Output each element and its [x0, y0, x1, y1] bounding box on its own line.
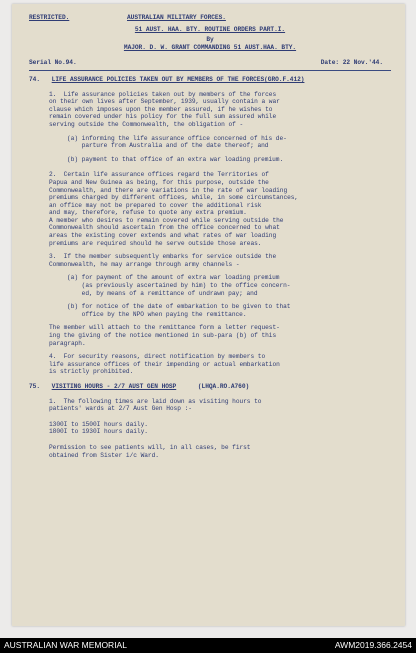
- archive-name: AUSTRALIAN WAR MEMORIAL: [4, 640, 127, 650]
- text-line: 4. For security reasons, direct notification by members to: [49, 353, 266, 361]
- classification-label: RESTRICTED.: [29, 14, 70, 21]
- text-line: life assurance offices of their impending or actual embarkation: [49, 360, 280, 368]
- visiting-times: [29, 421, 391, 436]
- text-line: Papua and New Guinea as being, for this purpose, outside the: [49, 178, 269, 186]
- text-line: 2. Certain life assurance offices regard the Territories of: [49, 171, 269, 179]
- text-line: ed, by means of a remittance of undrawn pay; and: [67, 289, 258, 297]
- doc-header-top: [29, 14, 391, 22]
- text-line: ing the giving of the notice mentioned in sub-para (b) of this: [49, 332, 277, 339]
- text-line: (as previously ascertained by him) to the office concern-: [67, 282, 291, 290]
- text-line: parture from Australia and of the date thereof; and: [67, 142, 269, 150]
- text-line: premiums charged by different offices, while, in some circumstances,: [49, 194, 299, 202]
- archive-item-id: AWM2019.366.2454: [334, 640, 412, 650]
- section-74-para-1: [29, 91, 391, 129]
- text-line: A member who desires to remain covered while serving outside the: [49, 216, 284, 224]
- by-label: By: [206, 36, 214, 44]
- text-line: (b) for notice of the date of embarkation to be given to that: [67, 303, 291, 311]
- visiting-time: 1800I to 1930I hours daily.: [49, 428, 148, 436]
- text-line: (a) informing the life assurance office concerned of his de-: [67, 134, 287, 142]
- text-line: Permission to see patients will, in all cases, be first: [49, 443, 251, 451]
- text-line: Commonwealth, he may arrange through army channels -: [49, 260, 240, 268]
- section-74-para-3c: [29, 324, 391, 347]
- text-line: serving outside the Commonwealth, the obligation of -: [49, 120, 244, 128]
- visiting-time: 1300I to 1500I hours daily.: [49, 420, 148, 428]
- text-line: and may, therefore, refuse to quote any extra premium.: [49, 209, 247, 217]
- section-74-para-1b: [29, 156, 391, 164]
- text-line: on their own lives after September, 1939, usually contain a war: [49, 98, 280, 106]
- section-74-para-3b: [29, 303, 391, 318]
- commander-line: MAJOR. D. W. GRANT COMMANDING 51 AUST.HAA. BTY.: [123, 43, 297, 51]
- section-75-heading: [29, 383, 391, 391]
- section-74-para-3a: [29, 274, 391, 297]
- section-75-title: VISITING HOURS - 2/7 AUST GEN HOSP: [51, 382, 177, 390]
- serial-number: Serial No.94.: [29, 59, 77, 67]
- order-date: Date: 22 Nov.'44.: [320, 59, 383, 67]
- section-75-para-1: [29, 398, 391, 413]
- section-74-para-3: [29, 253, 391, 268]
- text-line: premiums are required should he serve outside those areas.: [49, 239, 262, 247]
- text-line: paragraph.: [49, 339, 86, 347]
- text-line: (b) payment to that office of an extra war loading premium.: [67, 155, 284, 163]
- archive-footer: [0, 638, 416, 653]
- section-75-para-2: [29, 444, 391, 459]
- section-74-para-2: [29, 171, 391, 247]
- section-74-title: LIFE ASSURANCE POLICIES TAKEN OUT BY MEMBERS OF THE FORCES(GRO.F.412): [51, 75, 305, 83]
- text-line: 1. The following times are laid down as visiting hours to: [49, 397, 262, 405]
- text-line: 3. If the member subsequently embarks for service outside the: [49, 253, 277, 261]
- section-74-heading: [29, 76, 391, 84]
- text-line: office by the NPO when paying the remittance.: [67, 310, 247, 318]
- text-line: The member will attach to the remittance form a letter request-: [49, 324, 280, 332]
- text-line: patients' wards at 2/7 Aust Gen Hosp :-: [49, 405, 192, 413]
- text-line: clause which imposes upon the member assured, if he wishes to: [49, 105, 273, 113]
- section-74-para-1a: [29, 135, 391, 150]
- section-74-para-4: [29, 353, 391, 376]
- text-line: 1. Life assurance policies taken out by members of the forces: [49, 90, 277, 98]
- text-line: obtained from Sister i/c Ward.: [49, 451, 159, 459]
- text-line: remain covered under his policy for the full sum assured while: [49, 113, 277, 121]
- text-line: Commonwealth, and there are variations in the rate of war loading: [49, 186, 288, 194]
- section-75-number: 75.: [29, 382, 40, 390]
- document-body: [29, 14, 391, 459]
- section-74-number: 74.: [29, 75, 40, 83]
- force-title: AUSTRALIAN MILITARY FORCES.: [127, 14, 226, 21]
- text-line: is strictly prohibited.: [49, 368, 134, 376]
- header-rule: [29, 70, 391, 71]
- text-line: Commonwealth should ascertain from the office concerned to what: [49, 224, 280, 232]
- section-75-reference: (LHQA.RO.A760): [197, 382, 250, 390]
- unit-orders-title: 51 AUST. HAA. BTY. ROUTINE ORDERS PART.I.: [134, 25, 286, 33]
- text-line: an office may not be prepared to cover the additional risk: [49, 201, 262, 209]
- text-line: (a) for payment of the amount of extra war loading premium: [67, 274, 280, 282]
- serial-row: [29, 59, 391, 67]
- text-line: areas the existing cover extends and what rates of war loading: [49, 232, 277, 240]
